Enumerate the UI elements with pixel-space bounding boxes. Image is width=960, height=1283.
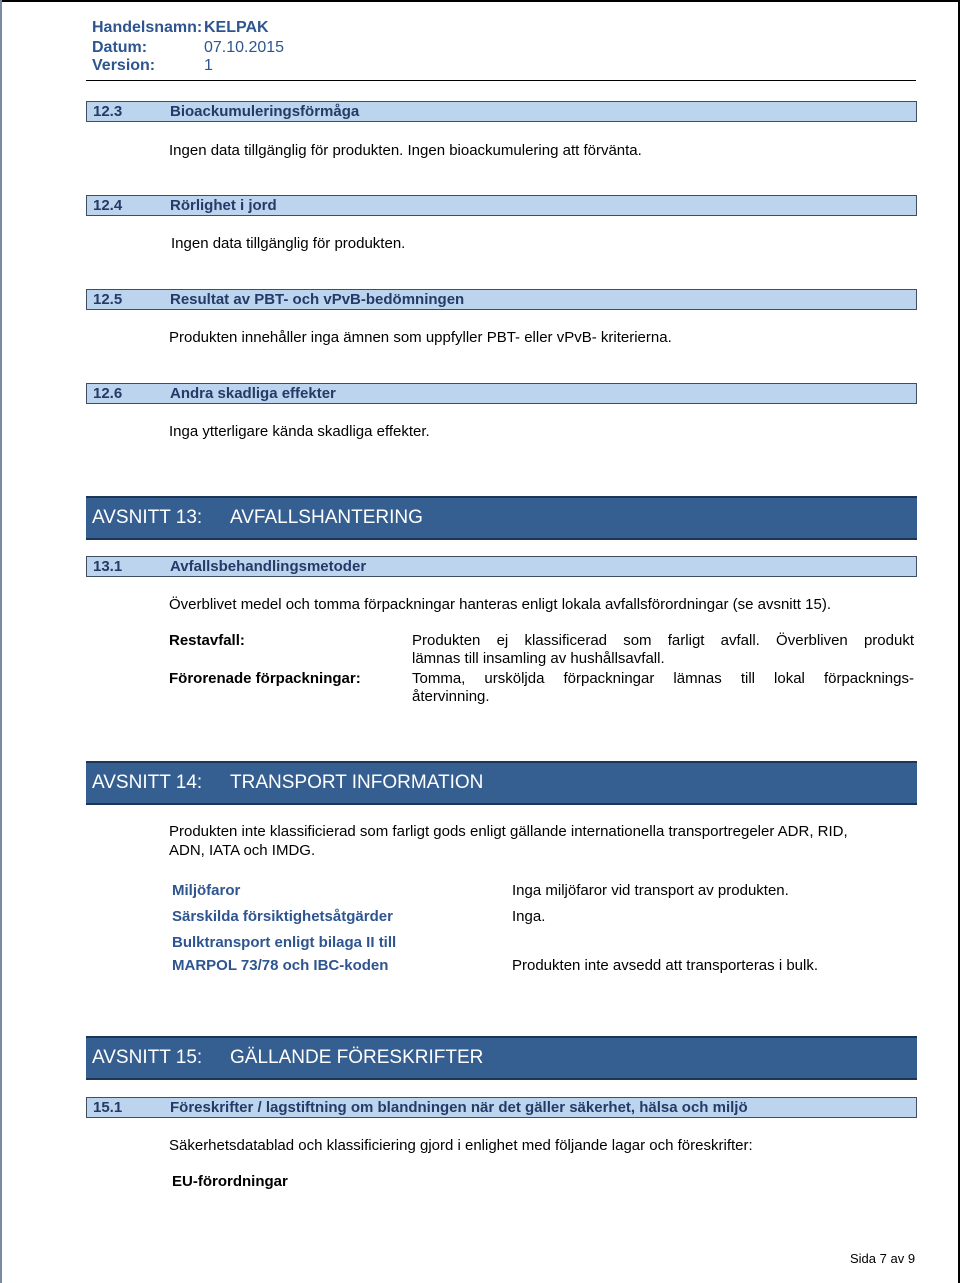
section-number: AVSNITT 13: bbox=[92, 507, 203, 528]
header-version-label: Version: bbox=[92, 57, 156, 74]
fororenade-value-line1: Tomma, ursköljda förpackningar lämnas till lokal förpacknings- bbox=[412, 670, 914, 687]
subsection-title: Avfallsbehandlingsmetoder bbox=[170, 558, 367, 575]
subsection-title: Föreskrifter / lagstiftning om blandningen när det gäller säkerhet, hälsa och miljö bbox=[170, 1099, 748, 1116]
subsection-12-6 bbox=[86, 383, 917, 404]
subsection-12-5-text: Produkten innehåller inga ämnen som uppfyller PBT- eller vPvB- kriterierna. bbox=[169, 329, 672, 346]
header-date-row bbox=[92, 39, 284, 57]
subsection-title: Resultat av PBT- och vPvB-bedömningen bbox=[170, 291, 465, 308]
eu-forordningar-label: EU-förordningar bbox=[172, 1173, 288, 1190]
header-date-value: 07.10.2015 bbox=[204, 39, 285, 56]
restavfall-value-line2: lämnas till insamling av hushållsavfall. bbox=[412, 650, 665, 667]
miljofaror-value: Inga miljöfaror vid transport av produkten. bbox=[512, 882, 789, 899]
section-title: AVFALLSHANTERING bbox=[230, 507, 423, 528]
subsection-15-1 bbox=[86, 1097, 917, 1118]
subsection-12-3-text: Ingen data tillgänglig för produkten. Ingen bioackumulering att förvänta. bbox=[169, 142, 642, 159]
section-15-bar bbox=[86, 1036, 917, 1080]
page-number: Sida 7 av 9 bbox=[850, 1251, 916, 1266]
header-name-row bbox=[92, 19, 269, 37]
subsection-number: 12.5 bbox=[93, 291, 123, 308]
subsection-13-1-text: Överblivet medel och tomma förpackningar hanteras enligt lokala avfallsförordningar (se avsnitt 15). bbox=[169, 596, 831, 613]
page-left-border bbox=[0, 0, 2, 1283]
bulk-value: Produkten inte avsedd att transporteras i bulk. bbox=[512, 957, 819, 974]
restavfall-value-line1: Produkten ej klassificerad som farligt avfall. Överbliven produkt bbox=[412, 632, 914, 649]
header-name-value: KELPAK bbox=[204, 19, 269, 36]
subsection-number: 15.1 bbox=[93, 1099, 123, 1116]
fororenade-label: Förorenade förpackningar: bbox=[169, 670, 361, 687]
header-date-label: Datum: bbox=[92, 39, 148, 56]
subsection-15-1-text: Säkerhetsdatablad och klassificiering gjord i enlighet med följande lagar och föreskrifter: bbox=[169, 1137, 753, 1154]
subsection-title: Rörlighet i jord bbox=[170, 197, 277, 214]
subsection-title: Bioackumuleringsförmåga bbox=[170, 103, 360, 120]
header-divider bbox=[86, 80, 916, 81]
subsection-title: Andra skadliga effekter bbox=[170, 385, 336, 402]
header-version-value: 1 bbox=[204, 57, 213, 74]
subsection-12-3 bbox=[86, 101, 917, 122]
subsection-number: 12.6 bbox=[93, 385, 123, 402]
bulk-label-line1: Bulktransport enligt bilaga II till bbox=[172, 934, 397, 951]
section-number: AVSNITT 14: bbox=[92, 772, 203, 793]
miljofaror-label: Miljöfaror bbox=[172, 882, 241, 899]
subsection-12-4 bbox=[86, 195, 917, 216]
subsection-number: 13.1 bbox=[93, 558, 123, 575]
section-number: AVSNITT 15: bbox=[92, 1047, 203, 1068]
header-name-label: Handelsnamn: bbox=[92, 19, 203, 36]
subsection-13-1 bbox=[86, 556, 917, 577]
subsection-number: 12.3 bbox=[93, 103, 123, 120]
transport-intro-line2: ADN, IATA och IMDG. bbox=[169, 842, 316, 859]
sarskilda-label: Särskilda försiktighetsåtgärder bbox=[172, 908, 393, 925]
section-title: TRANSPORT INFORMATION bbox=[230, 772, 484, 793]
subsection-12-5 bbox=[86, 289, 917, 310]
bulk-label-line2: MARPOL 73/78 och IBC-koden bbox=[172, 957, 389, 974]
transport-intro-line1: Produkten inte klassificierad som farligt gods enligt gällande internationella transportregeler ADR, RID, bbox=[169, 823, 848, 840]
subsection-number: 12.4 bbox=[93, 197, 123, 214]
section-13-bar bbox=[86, 496, 917, 540]
section-title: GÄLLANDE FÖRESKRIFTER bbox=[230, 1047, 484, 1068]
restavfall-label: Restavfall: bbox=[169, 632, 245, 649]
subsection-12-6-text: Inga ytterligare kända skadliga effekter. bbox=[169, 423, 430, 440]
header-version-row bbox=[92, 57, 213, 75]
subsection-12-4-text: Ingen data tillgänglig för produkten. bbox=[171, 235, 406, 252]
sarskilda-value: Inga. bbox=[512, 908, 546, 925]
page-top-border bbox=[0, 0, 958, 2]
section-14-bar bbox=[86, 761, 917, 805]
fororenade-value-line2: återvinning. bbox=[412, 688, 490, 705]
